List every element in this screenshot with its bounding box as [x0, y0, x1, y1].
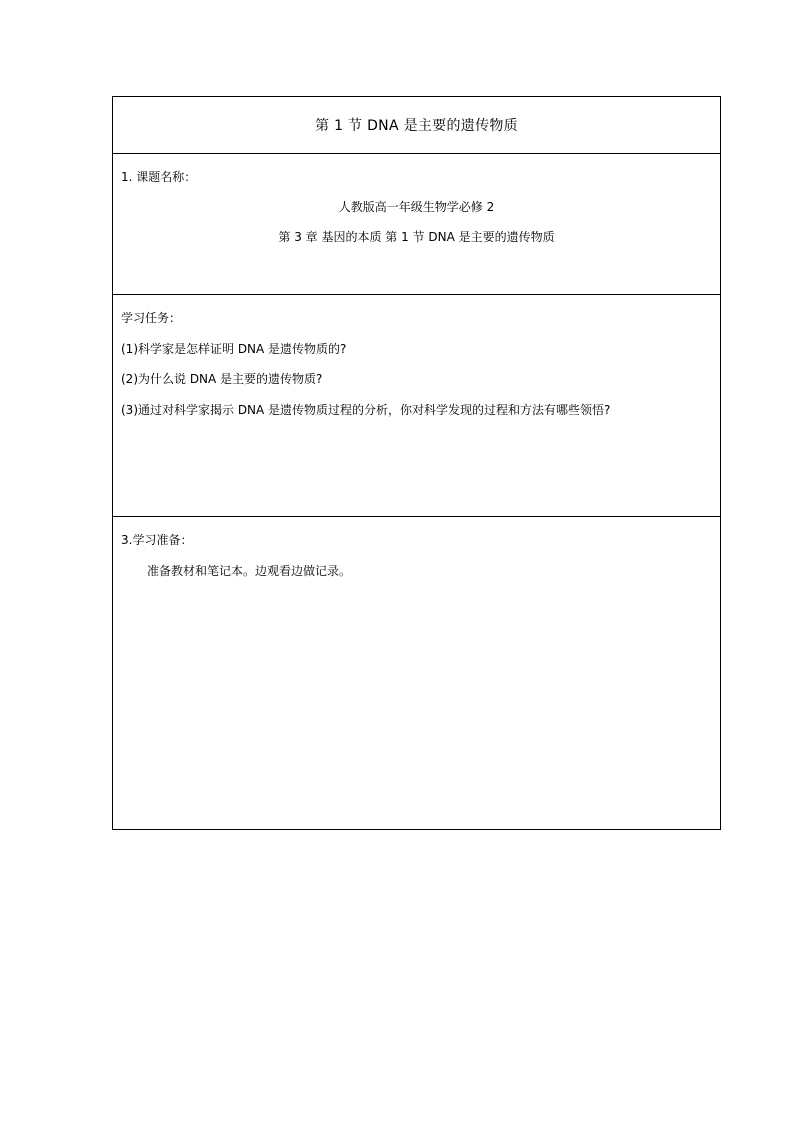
prep-heading: 3.学习准备：	[121, 533, 193, 547]
course-name-row	[113, 154, 720, 295]
course-chapter-line: 第 3 章 基因的本质 第 1 节 DNA 是主要的遗传物质	[278, 230, 555, 244]
task-item-3: (3)通过对科学家揭示 DNA 是遗传物质过程的分析，你对科学发现的过程和方法有哪些领悟?	[121, 403, 611, 417]
tasks-heading: 学习任务：	[121, 311, 182, 325]
learning-tasks-row	[113, 295, 720, 517]
task-item-1: (1)科学家是怎样证明 DNA 是遗传物质的?	[121, 342, 347, 356]
course-heading: 1. 课题名称：	[121, 170, 197, 184]
task-item-2: (2)为什么说 DNA 是主要的遗传物质?	[121, 372, 323, 386]
prep-text: 准备教材和笔记本。边观看边做记录。	[147, 564, 352, 578]
learning-prep-row	[113, 517, 720, 829]
title-row	[113, 97, 720, 154]
lesson-plan-table	[112, 96, 721, 830]
page-title: 第 1 节 DNA 是主要的遗传物质	[315, 118, 518, 134]
course-textbook-line: 人教版高一年级生物学必修 2	[338, 200, 495, 214]
